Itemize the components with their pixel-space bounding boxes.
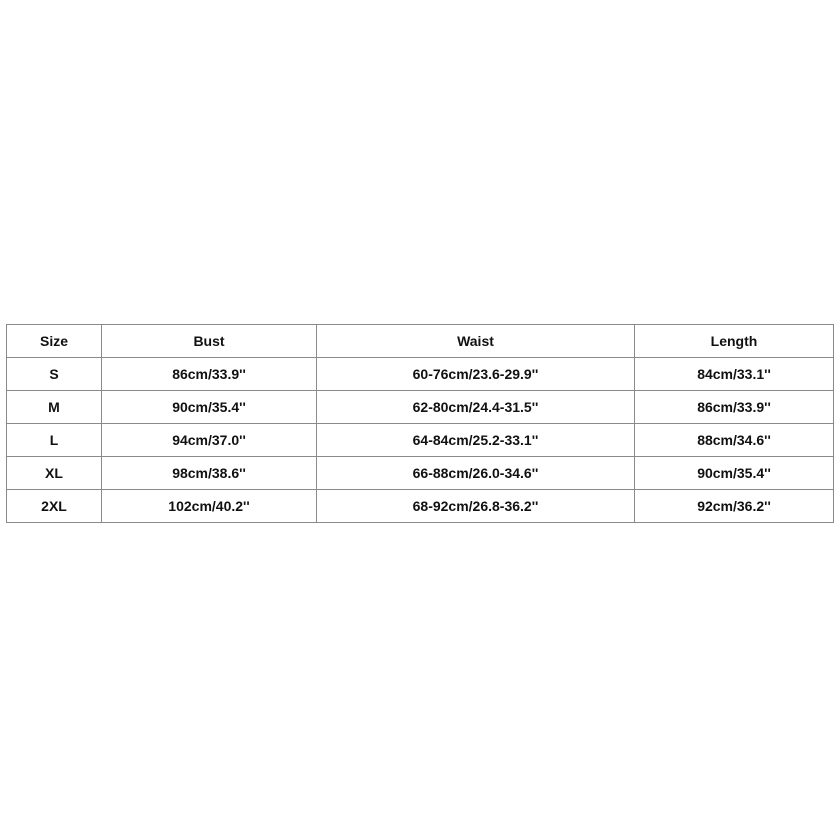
cell-size: S (7, 358, 102, 391)
cell-bust: 102cm/40.2'' (102, 490, 317, 523)
table-header (7, 325, 834, 358)
cell-size: M (7, 391, 102, 424)
cell-length: 92cm/36.2'' (635, 490, 834, 523)
cell-length: 90cm/35.4'' (635, 457, 834, 490)
cell-bust: 86cm/33.9'' (102, 358, 317, 391)
cell-size: L (7, 424, 102, 457)
cell-bust: 98cm/38.6'' (102, 457, 317, 490)
cell-waist: 62-80cm/24.4-31.5'' (317, 391, 635, 424)
table-row (7, 358, 834, 391)
cell-size: 2XL (7, 490, 102, 523)
table-row (7, 391, 834, 424)
table-row (7, 490, 834, 523)
cell-waist: 64-84cm/25.2-33.1'' (317, 424, 635, 457)
cell-length: 88cm/34.6'' (635, 424, 834, 457)
cell-length: 86cm/33.9'' (635, 391, 834, 424)
header-waist: Waist (317, 325, 635, 358)
cell-waist: 68-92cm/26.8-36.2'' (317, 490, 635, 523)
cell-bust: 90cm/35.4'' (102, 391, 317, 424)
header-length: Length (635, 325, 834, 358)
header-bust: Bust (102, 325, 317, 358)
table-row (7, 457, 834, 490)
cell-length: 84cm/33.1'' (635, 358, 834, 391)
header-row (7, 325, 834, 358)
cell-size: XL (7, 457, 102, 490)
table-body (7, 358, 834, 523)
size-chart-table (6, 324, 834, 523)
header-size: Size (7, 325, 102, 358)
cell-waist: 60-76cm/23.6-29.9'' (317, 358, 635, 391)
cell-waist: 66-88cm/26.0-34.6'' (317, 457, 635, 490)
table-row (7, 424, 834, 457)
cell-bust: 94cm/37.0'' (102, 424, 317, 457)
